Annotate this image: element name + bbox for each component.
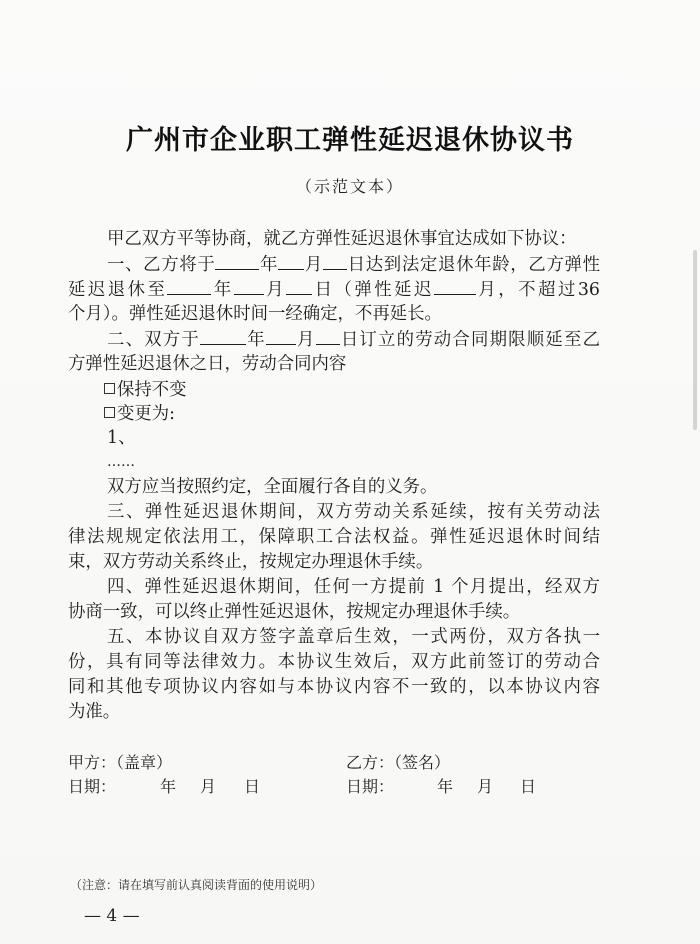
change-ellipsis: …… <box>107 454 135 470</box>
clause-5-line-2: 份，具有同等法律效力。本协议生效后，双方此前签订的劳动合 <box>68 652 600 672</box>
duty-paragraph: 双方应当按照约定，全面履行各自的义务。 <box>107 477 438 497</box>
document-subtitle: （示范文本） <box>295 177 404 196</box>
clause-4-line-1: 四、弹性延迟退休期间，任何一方提前 1 个月提出，经双方 <box>107 577 600 597</box>
option-keep[interactable] <box>104 378 187 402</box>
clause-5-line-1: 五、本协议自双方签字盖章后生效，一式两份，双方各执一 <box>107 627 600 647</box>
clause-5-line-3: 同和其他专项协议内容如与本协议内容不一致的，以本协议内容 <box>68 677 600 697</box>
party-b-date-label: 日期： <box>346 777 395 796</box>
party-b-date-year: 年 <box>437 777 454 796</box>
change-item-1: 1、 <box>107 428 136 448</box>
party-b-date-day: 日 <box>520 777 537 796</box>
party-b-date-month: 月 <box>477 777 494 796</box>
party-a-date-day: 日 <box>244 777 261 796</box>
clause-2-line-2: 方弹性延迟退休之日，劳动合同内容 <box>68 354 347 374</box>
clause-1-line-3: 个月）。弹性延迟退休时间一经确定，不再延长。 <box>68 304 442 324</box>
option-keep-label: 保持不变 <box>117 380 187 400</box>
clause-1-line-2: 延迟退休至 年 月 日（弹性延迟 月，不超过36 <box>68 277 600 302</box>
checkbox-keep[interactable] <box>104 383 115 394</box>
clause-1-line-1: 一、乙方将于 年 月 日达到法定退休年龄，乙方弹性 <box>107 252 600 277</box>
scrollbar[interactable] <box>693 250 697 430</box>
party-a-date-label: 日期： <box>68 777 117 796</box>
option-change-label: 变更为: <box>117 404 176 424</box>
document-title: 广州市企业职工弹性延迟退休协议书 <box>126 125 574 156</box>
clause-2-line-1: 二、双方于 年 月 日订立的劳动合同期限顺延至乙 <box>107 327 600 352</box>
clause-3-line-2: 律法规规定依法用工，保障职工合法权益。弹性延迟退休时间结 <box>68 527 600 547</box>
clause-3-line-1: 三、弹性延迟退休期间，双方劳动关系延续，按有关劳动法 <box>107 502 600 522</box>
clause-3-line-3: 束，双方劳动关系终止，按规定办理退休手续。 <box>68 552 434 572</box>
party-a-date-month: 月 <box>200 777 217 796</box>
option-change[interactable] <box>104 402 175 426</box>
clause-5-line-4: 为准。 <box>68 702 121 722</box>
page-number: — 4 — <box>84 906 140 926</box>
party-a-date-year: 年 <box>160 777 177 796</box>
party-b-label: 乙方：（签名） <box>346 753 451 772</box>
checkbox-change[interactable] <box>104 407 115 418</box>
intro-paragraph: 甲乙双方平等协商，就乙方弹性延迟退休事宜达成如下协议： <box>107 229 577 249</box>
usage-note: （注意：请在填写前认真阅读背面的使用说明） <box>70 878 323 892</box>
party-a-label: 甲方：（盖章） <box>68 753 173 772</box>
clause-4-line-2: 协商一致，可以终止弹性延迟退休，按规定办理退休手续。 <box>68 602 521 622</box>
